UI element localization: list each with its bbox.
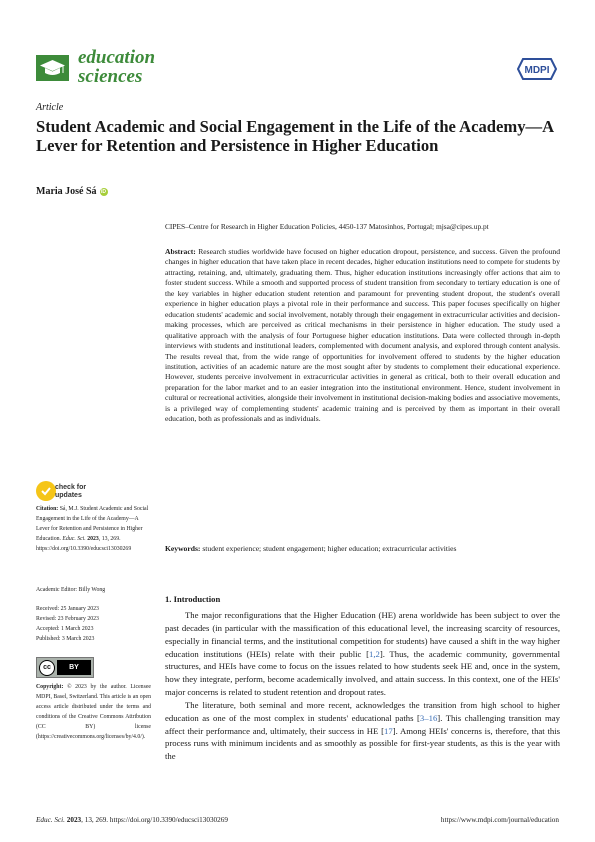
footer-journal-url[interactable]: https://www.mdpi.com/journal/education (440, 816, 559, 824)
abstract-text: Research studies worldwide have focused on higher education dropout, persistence, and success. Given the profound changes in higher education that have taken place in recent decades, higher education institutions need to compete for students by attracting, retaining, and, ultimately, graduating them. Thus, higher education institutions increasingly offer actions that aim to foster student success. While a smooth and supported process of student transition from secondary to tertiary education is one of the key variables in higher education student retention and paramount for preventing student dropout, the student's overall experience in higher education plays a pivotal role in their performance and success. This paper focuses specifically on higher education students' academic and social involvement, notably through their engagement in extracurricular activities and decision-making processes, which are perceived as critical mechanisms in their persistence in higher education. The study used a qualitative approach with the analysis of four Portuguese higher education institutions. Data were collected through in-depth interviews with students and institutional leaders, complemented with document analysis, and explored through content analysis. The results reveal that, from the wide range of opportunities for involvement offered to students by the higher education institution, activities of an academic nature are the most sought after by students to complement their educational experience. However, students perceive involvement in extracurricular activities in general as critical, both to their overall education and preparation for the labor market and to an easier integration into the institutional environment. Hence, student involvement in cultural or recreational activities, alongside their involvement in institutional decision-making bodies and associative movements, is a privileged way of complementing students' academic training and is perceived by them as important in their overall education, both as professionals and as individuals. (165, 247, 561, 424)
citation-link[interactable]: 1,2 (368, 648, 380, 659)
section-heading-introduction: 1. Introduction (165, 594, 221, 604)
orcid-icon[interactable]: iD (101, 189, 107, 195)
mdpi-logo (517, 58, 557, 80)
publication-dates (36, 604, 151, 644)
copyright-label: Copyright: (36, 684, 64, 690)
received-date: Received: 25 January 2023 (36, 606, 99, 612)
author-name (36, 186, 108, 197)
check-updates-icon (36, 481, 56, 501)
paragraph: The literature, both seminal and more recent, acknowledges the transition from high school to higher education as one of the most complex in students' educational paths [3–16]. This challenging transition may affect their performance and, ultimately, their success in HE [17]. Among HEIs' concerns is, therefore, that this process runs with minimum incidents and as smoothly as possible for first-year students, as this is the year with the (165, 699, 560, 762)
paragraph: The major reconfigurations that the Higher Education (HE) arena worldwide has been subject to over the past decades (in particular with the massification of this educational level, the increasing scarcity of resources, especially in financial terms, and the institutional competition for students) have caused a shift in the way higher education institutions (HEIs) relate with their public [1,2]. Thus, the academic community, governmental structures, and HEIs have come to focus on the issues related to how students seek HE and, once in the system, how they integrate, perform, become academically involved, and attain success. In this context, one of the HEIs' major concerns is related to student retention and dropout rates. (165, 610, 560, 698)
affiliation: CIPES–Centre for Research in Higher Education Policies, 4450-137 Matosinhos, Portugal; mjsa@cipes.up.pt (165, 222, 489, 231)
author-text: Maria José Sá (36, 186, 97, 197)
check-for-updates-badge[interactable] (36, 481, 116, 503)
graduation-cap-icon (36, 55, 69, 81)
citation-label: Citation: (36, 506, 59, 512)
cc-by-license-badge[interactable] (36, 657, 94, 678)
creative-commons-icon: cc (39, 660, 55, 676)
revised-date: Revised: 23 February 2023 (36, 616, 99, 622)
abstract-label: Abstract: (165, 247, 196, 256)
accepted-date: Accepted: 1 March 2023 (36, 626, 94, 632)
article-title: Student Academic and Social Engagement in the Life of the Academy—A Lever for Retention and Persistence in Higher Education (36, 117, 554, 155)
academic-editor: Academic Editor: Billy Wong (36, 587, 106, 593)
published-date: Published: 3 March 2023 (36, 636, 95, 642)
journal-logo (36, 48, 166, 88)
citation-block: Citation: Sá, M.J. Student Academic and Social Engagement in the Life of the Academy—A Lever for Retention and Persistence in Higher Education. Educ. Sci. 2023, 13, 269. https://doi.org/10.3390/educsci13030269 (36, 506, 149, 552)
citation-link[interactable]: 3–16 (419, 712, 438, 723)
check-updates-label: check for updates (55, 484, 87, 499)
keywords-label: Keywords: (165, 544, 201, 553)
article-type: Article (36, 102, 64, 113)
citation-link[interactable]: 17 (384, 725, 393, 736)
keywords (165, 544, 560, 554)
journal-name: education sciences (78, 47, 156, 87)
copyright-notice: Copyright: © 2023 by the author. Licensee MDPI, Basel, Switzerland. This article is an open access article distributed under the terms and conditions of the Creative Commons Attribution (CC BY) license (https://creativecommons.org/licenses/by/4.0/). (36, 684, 151, 740)
footer-citation: Educ. Sci. 2023, 13, 269. https://doi.org/10.3390/educsci13030269 (36, 816, 228, 824)
publisher-name: MDPI (524, 65, 550, 76)
introduction-body (165, 609, 560, 763)
abstract (165, 247, 560, 425)
by-icon: BY (57, 660, 91, 675)
keywords-text: student experience; student engagement; higher education; extracurricular activities (202, 544, 457, 553)
